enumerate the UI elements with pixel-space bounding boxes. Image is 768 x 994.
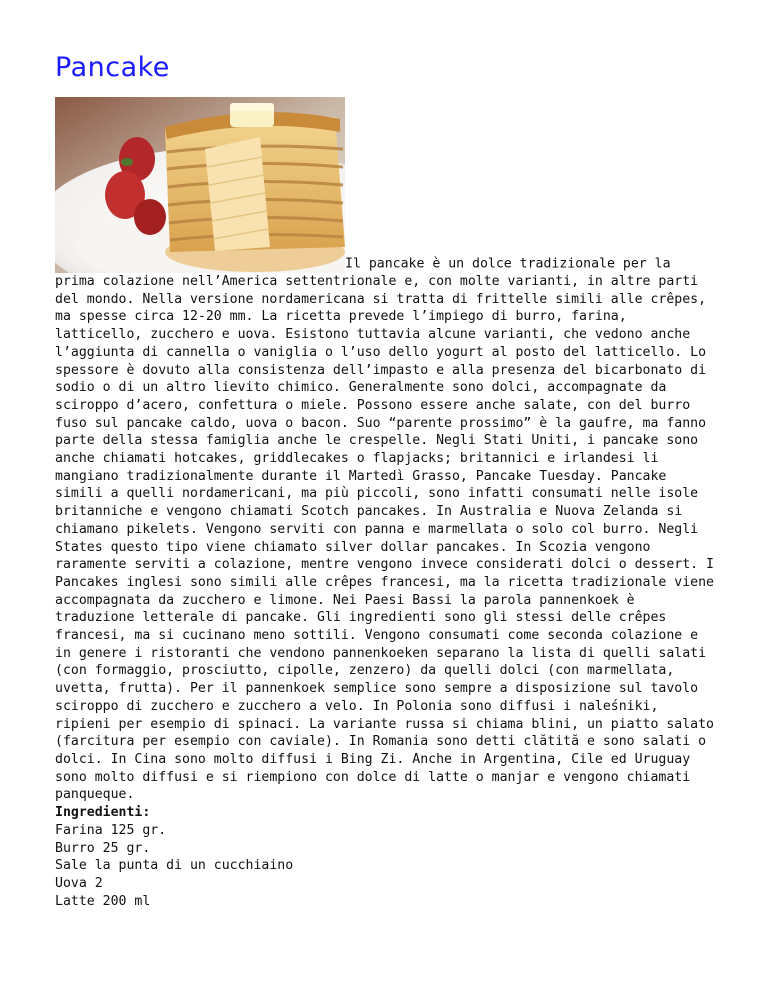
ingredient-item: Farina 125 gr. [55, 822, 167, 838]
ingredient-item: Uova 2 [55, 875, 103, 891]
ingredient-item: Latte 200 ml [55, 893, 151, 909]
ingredients-heading: Ingredienti: [55, 805, 151, 821]
article-paragraph: Il pancake è un dolce tradizionale per la prima colazione nell’America settentrionale e, con molte varianti, in altre parti del mondo. Nella versione nordamericana si tratta di frittelle simili alle crêpes, ma spesse circa 12-20 mm. La ricetta prevede l’impiego di burro, farina, latticello, zucchero e uova. Esistono tuttavia alcune varianti, che vedono anche l’aggiunta di cannella o vaniglia o l’uso dello yogurt al posto del latticello. Lo spessore è dovuto alla consistenza dell’impasto e alla presenza del bicarbonato di sodio o di un altro lievito chimico. Generalmente sono dolci, accompagnate da sciroppo d’acero, confettura o miele. Possono essere anche salate, con del burro fuso sul pancake caldo, uova o bacon. Suo “parente prossimo” è la gaufre, ma fanno parte della stessa famiglia anche le crespelle. Negli Stati Uniti, i pancake sono anche chiamati hotcakes, griddlecakes o flapjacks; britannici e irlandesi li mangiano tradizionalmente durante il Martedì Grasso, Pancake Tuesday. Pancake simili a quelli nordamericani, ma più piccoli, sono infatti consumati nelle isole britanniche e vengono chiamati Scotch pancakes. In Australia e Nuova Zelanda si chiamano pikelets. Vengono serviti con panna e marmellata o solo col burro. Negli States questo tipo viene chiamato silver dollar pancakes. In Scozia vengono raramente serviti a colazione, mentre vengono invece considerati dolci o dessert. I Pancakes inglesi sono simili alle crêpes francesi, ma la ricetta tradizionale viene accompagnata da zucchero e limone. Nei Paesi Bassi la parola pannenkoek è traduzione letterale di pancake. Gli ingredienti sono gli stessi delle crêpes francesi, ma si cucinano meno sottili. Vengono consumati come seconda colazione e in genere i ristoranti che vendono pannenkoeken separano la lista di quelli salati (con formaggio, prosciutto, cipolle, zenzero) da quelli dolci (con marmellata, uvetta, frutta). Per il pannenkoek semplice sono sempre a disposizione sul tavolo sciroppo di zucchero e zucchero a velo. In Polonia sono diffusi i naleśniki, ripieni per esempio di spinaci. La variante russa si chiama blini, un piatto salato (farcitura per esempio con caviale). In Romania sono detti clătită e sono salati o dolci. In Cina sono molto diffusi i Bing Zi. Anche in Argentina, Cile ed Uruguay sono molto diffusi e si riempiono con dolce di latte o manjar e vengono chiamati panqueque. [55, 256, 714, 803]
ingredient-item: Sale la punta di un cucchiaino [55, 858, 294, 874]
pancake-photo [55, 97, 345, 273]
page-title: Pancake [55, 52, 170, 83]
article-content [55, 97, 716, 910]
ingredients-list [55, 822, 716, 911]
ingredients-section [55, 804, 716, 910]
ingredient-item: Burro 25 gr. [55, 840, 151, 856]
